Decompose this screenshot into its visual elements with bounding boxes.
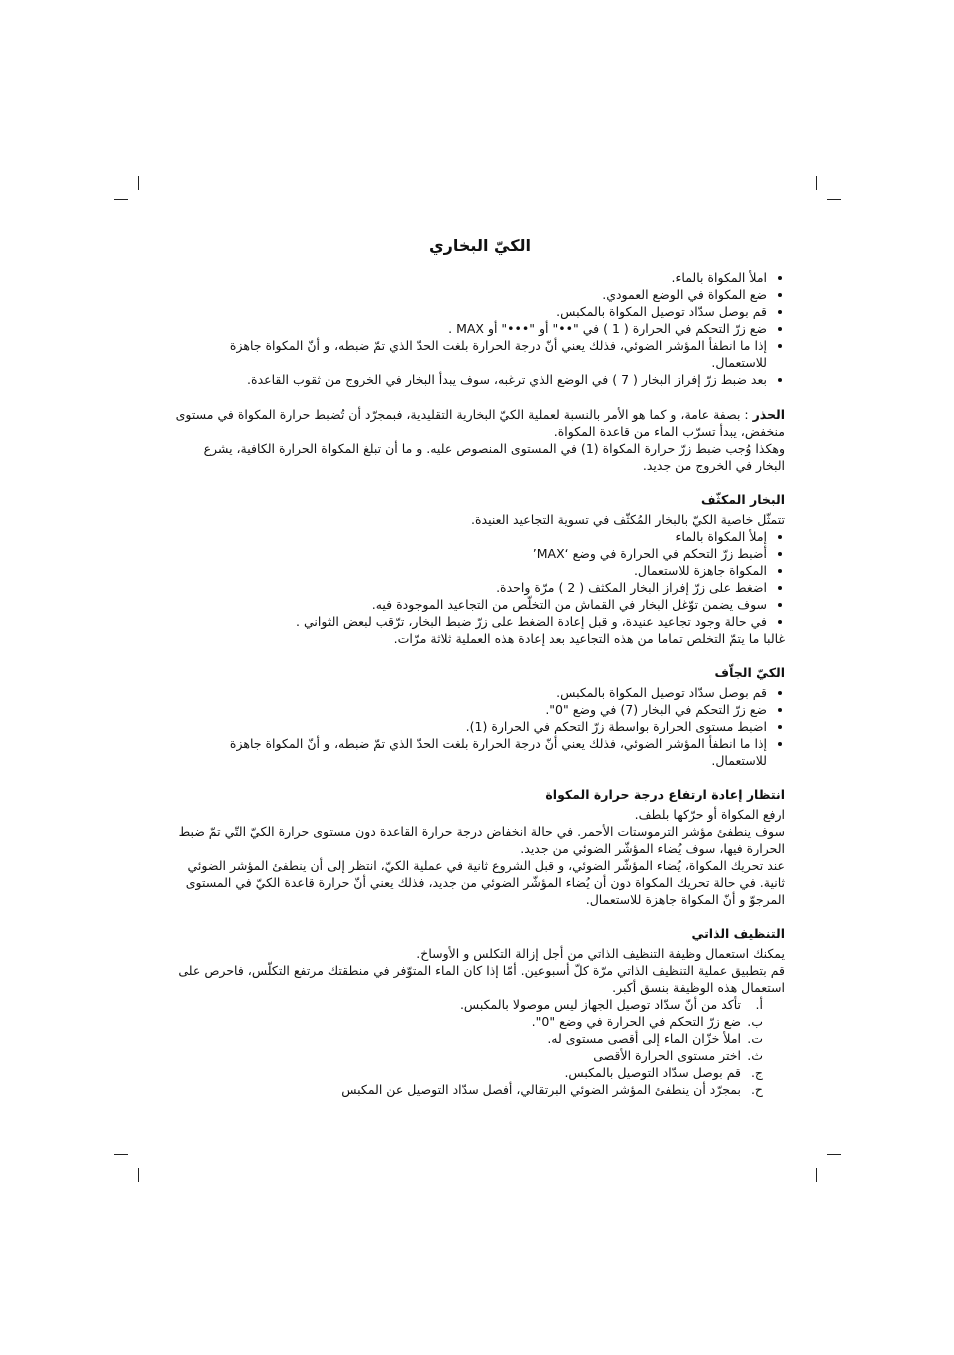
section-heading: انتظار إعادة ارتفاع درجة حرارة المكواة [545, 787, 785, 802]
list-item: • قم بوصل سدّاد توصيل المكواة بالمكبس. [175, 684, 767, 701]
list-item: ت. املأ خزّان الماء إلى أقصى مستوى له. [547, 1031, 763, 1046]
list-item: ح. بمجرّد أن ينطفئ المؤشر الضوئي البرتقالي، أفصل سدّاد التوصيل عن المكبس [341, 1082, 763, 1097]
list-item: • ضع زرّ التحكم في البخار (7) في وضع "0". [175, 701, 767, 718]
crop-mark [827, 199, 841, 200]
list-item: ب. ضع زرّ التحكم في الحرارة في وضع "0". [531, 1014, 763, 1029]
section-heading: الكيّ الجاّف [714, 665, 785, 680]
list-item: • اضغط على زرّ إفراز البخار المكثف ( 2 ) مرّة واحدة. [175, 579, 767, 596]
list-item: • في حالة وجود تجاعيد عنيدة، و قبل إعادة الضغط على زرّ ضبط البخار، ترّقب لبعض الثواني . [175, 613, 767, 630]
list-item: أ. تأكد من أنّ سدّاد توصيل الجهاز ليس موصولا بالمكبس. [459, 997, 763, 1012]
burst-section [175, 492, 785, 647]
section-heading: التنظيف الذاتي [691, 926, 785, 941]
paragraph: قم بتطبيق عملية التنظيف الذاتي مرّة كلّ أسبوعين. أمّا إذا كان الماء المتوّفر في منطقتك مرتفع التكلّس، فاحرص على استعمال هذه الوظيفة بنسق أكبر. [178, 963, 785, 995]
paragraph: سوف ينطفئ مؤشر الترموستات الأحمر. في حالة انخفاض درجة حرارة القاعدة دون مستوى حرارة الكيّ التّي تمّ ضبط الحرارة فيها، سوف يُضاء المؤشّر الضوئي من جديد. [178, 824, 785, 856]
list-item: • المكواة جاهزة للاستعمال. [175, 562, 767, 579]
list-item: • إذا ما انطفأ المؤشر الضوئي، فذلك يعني أنّ درجة الحرارة بلغت الحدّ الذي تمّ ضبطه، و أنّ المكواة جاهزة للاستعمال. [175, 337, 767, 371]
caution-section [175, 406, 785, 474]
paragraph: عند تحريك المكواة، يُضاء المؤشّر الضوئي، و قبل الشروع ثانية في عملية الكيّ، انتظر إلى أن ينطفئ المؤشر الضوئي ثانية. في حالة تحريك المكواة دون أن يُضاء المؤشّر الضوئي من جديد، فذلك يعني أنّ حرارة قاعدة الكيّ في المستوى المرجوّ و أنّ المكواة جاهزة للاستعمال. [185, 858, 785, 907]
list-item: • إملأ المكواة بالماء [175, 528, 767, 545]
caution-label: الحذر [752, 407, 785, 422]
list-item: ج. قم بوصل سدّاد التوصيل بالمكبس. [564, 1065, 763, 1080]
burst-note: غالبا ما يتمّ التخلص تماما من هذه التجاعيد بعد إعادة هذه العملية ثلاثة مرّات. [393, 631, 785, 646]
list-item: • بعد ضبط زرّ إفراز البخار ( 7 ) في الوضع الذي ترغبه، سوف يبدأ البخار في الخروج من ثقوب القاعدة. [175, 371, 767, 388]
page-title: الكيّ البخاري [429, 236, 531, 255]
caution-paragraph [175, 406, 785, 440]
crop-mark [114, 199, 128, 200]
list-item: • املأ المكواة بالماء. [175, 269, 767, 286]
crop-mark [138, 176, 139, 190]
caution-paragraph-2: وهكذا وُجب ضبط زرّ حرارة المكواة (1) في المستوى المنصوص عليه. و ما أن تبلغ المكواة الحرارة الكافية، يشرع البخار في الخروج من جديد. [203, 441, 785, 473]
list-item: • سوف يضمن توّغل البخار في القماش من التخلّص من التجاعيد الموجودة فيه. [175, 596, 767, 613]
crop-mark [816, 1168, 817, 1182]
list-item: • قم بوصل سدّاد توصيل المكواة بالمكبس. [175, 303, 767, 320]
paragraph: ارفع المكواة أو حرّكها بلطف. [634, 807, 785, 822]
dry-list [175, 684, 785, 769]
dry-section [175, 665, 785, 769]
steam-list [175, 269, 785, 388]
caution-text: : بصفة عامة، و كما هو الأمر بالنسبة لعملية الكيّ البخارية التقليدية، فبمجرّد أن تُضبط حرارة المكواة في مستوى منخفض، يبدأ تسرّب الماء من قاعدة المكواة. [175, 407, 785, 439]
burst-list [175, 528, 785, 630]
list-item: • ضع زرّ التحكم في الحرارة ( 1 ) في "••" أو "•••" أو MAX . [175, 320, 767, 337]
list-item: • ضع المكواة في الوضع العمودي. [175, 286, 767, 303]
list-item: • إذا ما انطفأ المؤشر الضوئي، فذلك يعني أنّ درجة الحرارة بلغت الحدّ الذي تمّ ضبطه، و أنّ المكواة جاهزة للاستعمال. [175, 735, 767, 769]
selfclean-steps [175, 996, 785, 1098]
list-item: ث. اختر مستوى الحرارة الأقصى [593, 1048, 763, 1063]
selfclean-section [175, 926, 785, 1098]
paragraph: يمكنك استعمال وظيفة التنظيف الذاتي من أجل إزالة التكلس و الأوساخ. [416, 946, 785, 961]
steam-section [175, 269, 785, 388]
crop-mark [827, 1154, 841, 1155]
crop-mark [138, 1168, 139, 1182]
list-item: • اضبط مستوى الحرارة بواسطة زرّ التحكم في الحرارة (1). [175, 718, 767, 735]
section-heading: البخار المكثّف [701, 492, 785, 507]
crop-mark [816, 176, 817, 190]
waiting-section [175, 787, 785, 908]
burst-intro: تتمثّل خاصية الكيّ بالبخار المُكثّف في تسوية التجاعيد العنيدة. [471, 512, 785, 527]
crop-mark [114, 1154, 128, 1155]
list-item: • أضبط زرّ التحكم في الحرارة في وضع ‘MAX’ [175, 545, 767, 562]
document-page [175, 236, 785, 1116]
